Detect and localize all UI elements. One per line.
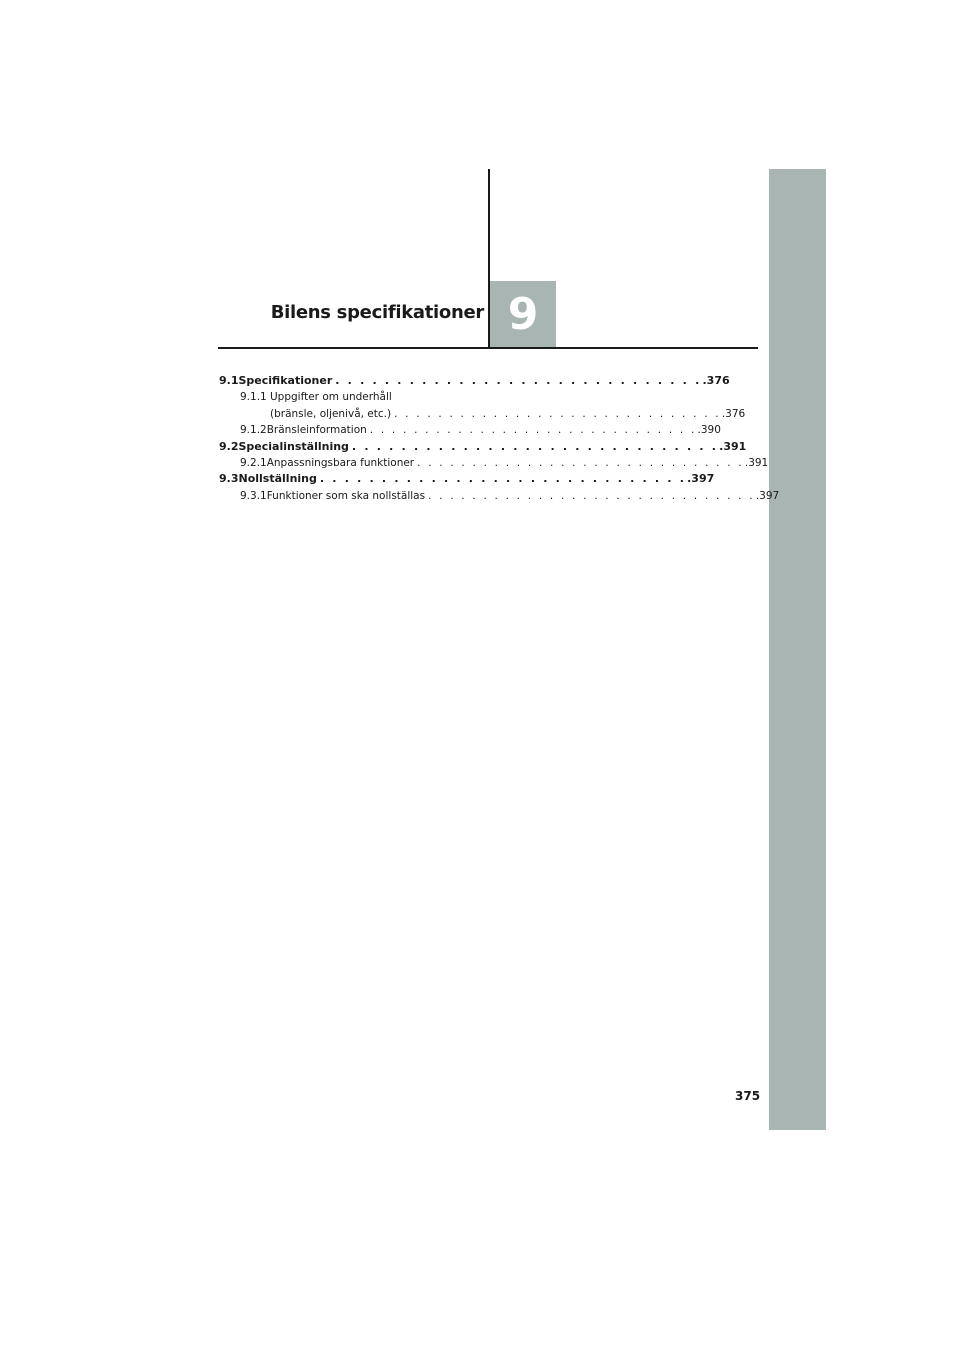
toc-entry-number: 9.2.1 bbox=[240, 457, 267, 470]
toc-entry-title-continuation: (bränsle, oljenivå, etc.) bbox=[270, 407, 392, 420]
toc-entry-title: Specialinställning bbox=[238, 439, 349, 453]
toc-entry-page: .376 bbox=[702, 374, 730, 387]
toc-entry-page: .397 bbox=[755, 489, 780, 502]
toc-entry-page: .390 bbox=[697, 424, 721, 437]
toc-entry-number: 9.2 bbox=[219, 439, 239, 453]
chapter-title: Bilens specifikationer bbox=[270, 302, 484, 323]
toc-entry-page: .391 bbox=[719, 439, 747, 453]
toc-entry-title: Anpassningsbara funktioner bbox=[266, 457, 415, 470]
toc-entry-title: Specifikationer bbox=[238, 374, 333, 387]
header-horizontal-rule bbox=[218, 347, 758, 349]
toc-entry-title: Uppgifter om underhåll bbox=[270, 391, 392, 404]
toc-entry-9-1[interactable] bbox=[219, 373, 730, 389]
toc-entry-page: .391 bbox=[744, 457, 769, 470]
toc-entry-title: Funktioner som ska nollställas bbox=[266, 489, 426, 502]
toc-entry-title: Nollställning bbox=[238, 472, 317, 486]
chapter-number-badge bbox=[490, 281, 556, 347]
toc-entry-number: 9.1.2 bbox=[240, 424, 267, 437]
toc-entry-9-2-1[interactable] bbox=[219, 455, 769, 471]
toc-entry-9-1-1[interactable] bbox=[219, 389, 467, 405]
toc-leader-dots: . . . . . . . . . . . . . . . . . . . . . . . . . . . . . . bbox=[319, 472, 687, 486]
chapter-side-tab bbox=[769, 169, 826, 1130]
toc-entry-page: .397 bbox=[687, 472, 715, 486]
toc-entry-number: 9.3 bbox=[219, 472, 239, 486]
toc-entry-9-1-1-continuation[interactable] bbox=[219, 406, 746, 422]
toc-entry-number: 9.1 bbox=[219, 374, 239, 387]
toc-entry-title: Bränsleinformation bbox=[266, 424, 367, 437]
toc-leader-dots: . . . . . . . . . . . . . . . . . . . . . . . . . . . . . . bbox=[394, 407, 721, 420]
chapter-number: 9 bbox=[507, 288, 539, 340]
toc-entry-9-3-1[interactable] bbox=[219, 488, 780, 504]
toc-leader-dots: . . . . . . . . . . . . . . . . . . . . . . . . . . . . . . bbox=[335, 374, 702, 387]
toc-entry-number: 9.1.1 bbox=[240, 391, 267, 404]
table-of-contents bbox=[219, 373, 780, 504]
toc-entry-9-1-2[interactable] bbox=[219, 422, 721, 438]
toc-leader-dots: . . . . . . . . . . . . . . . . . . . . . . . . . . . . . . bbox=[369, 424, 697, 437]
toc-leader-dots: . . . . . . . . . . . . . . . . . . . . . . . . . . . . . . bbox=[417, 457, 744, 470]
page-number: 375 bbox=[735, 1089, 761, 1103]
toc-entry-9-2[interactable] bbox=[219, 439, 747, 455]
toc-leader-dots: . . . . . . . . . . . . . . . . . . . . . . . . . . . . . . bbox=[428, 489, 755, 502]
toc-leader-dots: . . . . . . . . . . . . . . . . . . . . . . . . . . . . . . bbox=[351, 439, 719, 453]
toc-entry-number: 9.3.1 bbox=[240, 489, 267, 502]
toc-entry-page: .376 bbox=[721, 407, 746, 420]
toc-entry-9-3[interactable] bbox=[219, 471, 715, 487]
